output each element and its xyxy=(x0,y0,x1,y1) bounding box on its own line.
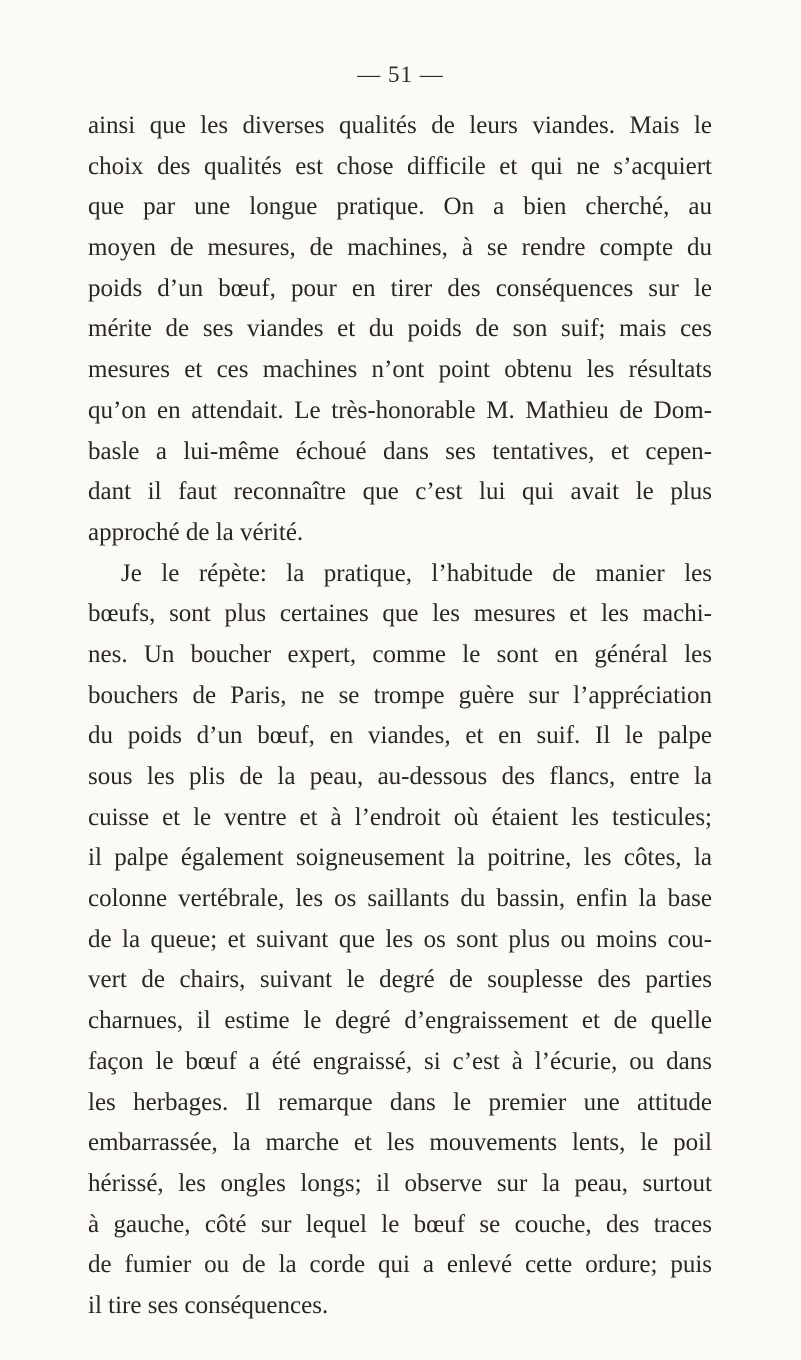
text-line: vert de chairs, suivant le degré de souplesse des parties xyxy=(88,966,712,994)
text-line: de la queue; et suivant que les os sont plus ou moins cou- xyxy=(88,925,712,953)
text-line: sous les plis de la peau, au-dessous des flancs, entre la xyxy=(88,763,712,790)
text-line: moyen de mesures, de machines, à se rendre compte du xyxy=(88,234,712,262)
text-line: hérissé, les ongles longs; il observe sur la peau, surtout xyxy=(88,1169,712,1197)
paragraph-2 xyxy=(88,554,712,1327)
text-line: colonne vertébrale, les os saillants du bassin, enfin la base xyxy=(88,885,712,913)
text-line: basle a lui-même échoué dans ses tentatives, et cepen- xyxy=(88,437,712,465)
text-line: Je le répète: la pratique, l’habitude de manier les xyxy=(121,559,712,587)
text-line: bœufs, sont plus certaines que les mesures et les machi- xyxy=(88,600,712,628)
text-line: nes. Un boucher expert, comme le sont en général les xyxy=(88,640,712,668)
text-line: charnues, il estime le degré d’engraissement et de quelle xyxy=(88,1007,712,1035)
text-line: mérite de ses viandes et du poids de son suif; mais ces xyxy=(88,315,712,343)
text-line: qu’on en attendait. Le très-honorable M. Mathieu de Dom- xyxy=(88,396,712,424)
text-line: bouchers de Paris, ne se trompe guère sur l’appréciation xyxy=(88,681,712,709)
text-line: façon le bœuf a été engraissé, si c’est à l’écurie, ou dans xyxy=(88,1047,712,1075)
page-number: — 51 — xyxy=(357,62,444,87)
text-line: il palpe également soigneusement la poitrine, les côtes, la xyxy=(88,844,712,872)
text-line: choix des qualités est chose difficile et qui ne s’acquiert xyxy=(88,152,712,180)
text-line: dant il faut reconnaître que c’est lui qui avait le plus xyxy=(88,478,712,506)
text-line: de fumier ou de la corde qui a enlevé cette ordure; puis xyxy=(88,1251,712,1279)
text-line: ainsi que les diverses qualités de leurs viandes. Mais le xyxy=(88,112,712,139)
body-text xyxy=(88,106,712,1327)
text-line: approché de la vérité. xyxy=(88,518,304,546)
text-line: à gauche, côté sur lequel le bœuf se couche, des traces xyxy=(88,1210,712,1238)
text-line: du poids d’un bœuf, en viandes, et en suif. Il le palpe xyxy=(88,722,712,750)
text-line: poids d’un bœuf, pour en tirer des conséquences sur le xyxy=(88,274,712,302)
paragraph-1 xyxy=(88,106,712,554)
text-line: embarrassée, la marche et les mouvements lents, le poil xyxy=(88,1129,712,1157)
text-line: que par une longue pratique. On a bien cherché, au xyxy=(88,193,712,221)
text-line: il tire ses conséquences. xyxy=(88,1291,329,1319)
text-line: les herbages. Il remarque dans le premier une attitude xyxy=(88,1088,712,1116)
text-line: cuisse et le ventre et à l’endroit où étaient les testicules; xyxy=(88,803,712,831)
text-line: mesures et ces machines n’ont point obtenu les résultats xyxy=(88,356,712,384)
